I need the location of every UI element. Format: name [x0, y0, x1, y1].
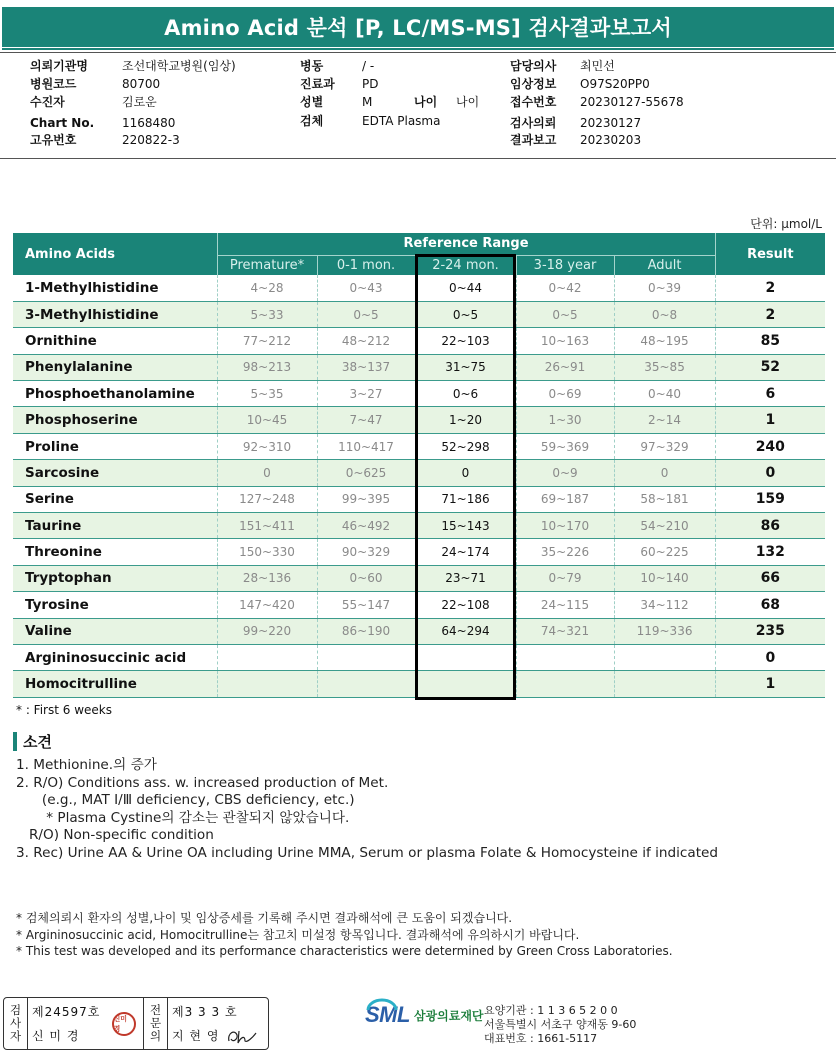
amino-name: Threonine [13, 539, 217, 565]
amino-name: Sarcosine [13, 460, 217, 486]
ward-value: / - [362, 59, 375, 73]
result-cell: 86 [715, 513, 825, 539]
amino-name: Serine [13, 486, 217, 512]
amino-name: Tryptophan [13, 565, 217, 591]
ward-label: 병동 [300, 59, 324, 73]
table-row [13, 671, 825, 697]
range-cell: 10~163 [516, 328, 614, 354]
range-cell: 55~147 [317, 592, 415, 618]
range-cell: 0~8 [614, 301, 715, 327]
range-cell: 150~330 [217, 539, 317, 565]
amino-acid-table [13, 233, 825, 698]
info-bottom-divider [0, 158, 836, 159]
range-cell [516, 644, 614, 670]
amino-name: 3-Methylhistidine [13, 301, 217, 327]
range-cell: 0~69 [516, 381, 614, 407]
range-cell: 0~9 [516, 460, 614, 486]
range-cell: 110~417 [317, 433, 415, 459]
range-cell: 0~5 [317, 301, 415, 327]
amino-name: Phosphoserine [13, 407, 217, 433]
footer-address [484, 1004, 636, 1046]
range-cell: 5~33 [217, 301, 317, 327]
table-row [13, 354, 825, 380]
range-cell: 86~190 [317, 618, 415, 644]
examiner-name: 신 미 경 [32, 1028, 80, 1043]
amino-name: 1-Methylhistidine [13, 275, 217, 301]
range-cell [415, 671, 516, 697]
note-line: * 검체의뢰시 환자의 성별,나이 및 임상증세를 기록해 주시면 결과해석에 큰 도움이 되겠습니다. [16, 911, 513, 925]
amino-name: Taurine [13, 513, 217, 539]
referring-value: 조선대학교병원(임상) [122, 59, 236, 73]
col-header-result: Result [715, 233, 825, 275]
age-label: 나이 [414, 95, 438, 109]
table-row [13, 565, 825, 591]
finding-line: R/O) Non-specific condition [16, 827, 214, 844]
range-cell: 26~91 [516, 354, 614, 380]
footer-line1: 요양기관 : 1 1 3 6 5 2 0 0 [484, 1004, 618, 1017]
range-cell: 7~47 [317, 407, 415, 433]
range-cell: 10~140 [614, 565, 715, 591]
range-cell: 99~395 [317, 486, 415, 512]
doctor-label: 담당의사 [510, 59, 557, 73]
range-cell: 0~43 [317, 275, 415, 301]
range-cell: 1~20 [415, 407, 516, 433]
range-cell: 23~71 [415, 565, 516, 591]
note-line: * Argininosuccinic acid, Homocitrulline는 참고치 미설정 항목입니다. 결과해석에 유의하시기 바랍니다. [16, 927, 580, 942]
range-cell: 54~210 [614, 513, 715, 539]
amino-name: Valine [13, 618, 217, 644]
report-value: 20230203 [580, 133, 642, 147]
range-header-3: 3-18 year [516, 255, 614, 275]
range-cell: 38~137 [317, 354, 415, 380]
range-cell: 90~329 [317, 539, 415, 565]
range-cell: 69~187 [516, 486, 614, 512]
sex-value: M [362, 95, 373, 109]
result-cell: 6 [715, 381, 825, 407]
range-cell: 59~369 [516, 433, 614, 459]
specimen-value: EDTA Plasma [362, 114, 441, 128]
range-cell: 35~226 [516, 539, 614, 565]
confirm-label: 전 문 의 [144, 998, 168, 1049]
range-cell: 10~45 [217, 407, 317, 433]
result-cell: 132 [715, 539, 825, 565]
range-header-4: Adult [614, 255, 715, 275]
amino-name: Argininosuccinic acid [13, 644, 217, 670]
table-row [13, 433, 825, 459]
finding-line: 1. Methionine.의 증가 [16, 757, 157, 773]
range-cell: 0~79 [516, 565, 614, 591]
result-cell: 0 [715, 460, 825, 486]
range-cell: 48~212 [317, 328, 415, 354]
range-cell [614, 671, 715, 697]
range-cell: 0~40 [614, 381, 715, 407]
range-cell: 0 [614, 460, 715, 486]
range-cell: 99~220 [217, 618, 317, 644]
hospital-code-value: 80700 [122, 77, 161, 91]
confirm-name: 지 현 영 [172, 1028, 220, 1043]
range-cell: 34~112 [614, 592, 715, 618]
finding-line: 3. Rec) Urine AA & Urine OA including Urine MMA, Serum or plasma Folate & Homocysteine if indicated [16, 844, 719, 861]
range-cell [415, 644, 516, 670]
report-label: 결과보고 [510, 133, 557, 147]
table-row [13, 301, 825, 327]
clinical-label: 임상정보 [510, 77, 557, 91]
range-cell: 10~170 [516, 513, 614, 539]
result-cell: 1 [715, 407, 825, 433]
range-cell: 5~35 [217, 381, 317, 407]
result-cell: 2 [715, 301, 825, 327]
range-cell [614, 644, 715, 670]
range-cell [516, 671, 614, 697]
range-cell: 0~5 [415, 301, 516, 327]
range-cell: 0~42 [516, 275, 614, 301]
range-cell: 52~298 [415, 433, 516, 459]
result-cell: 66 [715, 565, 825, 591]
range-cell: 0~5 [516, 301, 614, 327]
result-cell: 68 [715, 592, 825, 618]
range-cell: 0~625 [317, 460, 415, 486]
table-row [13, 275, 825, 301]
range-cell: 24~174 [415, 539, 516, 565]
sex-label: 성별 [300, 95, 324, 109]
result-cell: 240 [715, 433, 825, 459]
doctor-value: 최민선 [580, 59, 615, 73]
table-row [13, 513, 825, 539]
range-cell: 35~85 [614, 354, 715, 380]
findings-title: 소견 [23, 733, 52, 751]
range-cell: 92~310 [217, 433, 317, 459]
range-cell: 147~420 [217, 592, 317, 618]
range-header-0: Premature* [217, 255, 317, 275]
range-cell: 127~248 [217, 486, 317, 512]
dept-value: PD [362, 77, 379, 91]
col-header-reference: Reference Range [217, 233, 715, 255]
range-cell: 71~186 [415, 486, 516, 512]
range-cell: 151~411 [217, 513, 317, 539]
amino-name: Phosphoethanolamine [13, 381, 217, 407]
findings-text [16, 757, 718, 863]
report-title: Amino Acid 분석 [P, LC/MS-MS] 검사결과보고서 [2, 7, 834, 47]
referring-label: 의뢰기관명 [30, 59, 88, 73]
sml-logo-text: SML [365, 1002, 410, 1027]
result-cell: 0 [715, 644, 825, 670]
range-cell: 22~103 [415, 328, 516, 354]
patient-info [0, 55, 836, 155]
info-top-divider [0, 52, 836, 53]
org-name: 삼광의료재단 [413, 1008, 484, 1023]
unique-value: 220822-3 [122, 133, 180, 147]
hospital-code-label: 병원코드 [30, 77, 77, 91]
receipt-value: 20230127-55678 [580, 95, 684, 109]
chart-value: 1168480 [122, 116, 176, 130]
range-cell: 48~195 [614, 328, 715, 354]
recipient-label: 수진자 [30, 95, 65, 109]
sml-logo [365, 1002, 484, 1028]
range-cell: 31~75 [415, 354, 516, 380]
amino-name: Tyrosine [13, 592, 217, 618]
range-cell: 58~181 [614, 486, 715, 512]
table-row [13, 592, 825, 618]
amino-table-body [13, 275, 825, 697]
chart-label: Chart No. [30, 116, 95, 130]
sml-arc-icon [365, 996, 399, 1026]
examiner-label: 검 사 자 [4, 998, 28, 1049]
age-value: 나이 [456, 95, 480, 109]
range-cell: 46~492 [317, 513, 415, 539]
section-bar [13, 732, 17, 751]
recipient-value: 김로운 [122, 95, 157, 109]
range-cell: 24~115 [516, 592, 614, 618]
confirm-license: 제3 3 3 호 [172, 1004, 238, 1019]
result-cell: 1 [715, 671, 825, 697]
premature-footnote: * : First 6 weeks [16, 703, 112, 717]
unique-label: 고유번호 [30, 133, 77, 147]
request-label: 검사의뢰 [510, 116, 557, 130]
col-header-amino: Amino Acids [13, 233, 217, 275]
range-cell: 74~321 [516, 618, 614, 644]
examiner-license: 제24597호 [32, 1004, 101, 1019]
signature-scribble-icon [225, 1025, 259, 1047]
table-row [13, 486, 825, 512]
range-cell: 119~336 [614, 618, 715, 644]
request-value: 20230127 [580, 116, 642, 130]
range-cell: 1~30 [516, 407, 614, 433]
range-cell: 15~143 [415, 513, 516, 539]
finding-line: * Plasma Cystine의 감소는 관찰되지 않았습니다. [16, 809, 350, 826]
note-line: * This test was developed and its performance characteristics were determined by Green Cross Laboratories. [16, 944, 673, 959]
amino-name: Phenylalanine [13, 354, 217, 380]
range-header-1: 0-1 mon. [317, 255, 415, 275]
finding-line: 2. R/O) Conditions ass. w. increased production of Met. [16, 774, 389, 791]
finding-line: (e.g., MAT Ⅰ/Ⅲ deficiency, CBS deficiency, etc.) [16, 792, 355, 809]
result-cell: 2 [715, 275, 825, 301]
result-cell: 85 [715, 328, 825, 354]
footer-line3: 대표번호 : 1661-5117 [484, 1032, 598, 1045]
receipt-label: 접수번호 [510, 95, 557, 109]
range-cell: 0 [415, 460, 516, 486]
stamp-seal-icon: 신미경 [112, 1012, 136, 1036]
range-cell: 22~108 [415, 592, 516, 618]
table-row [13, 618, 825, 644]
result-cell: 159 [715, 486, 825, 512]
table-row [13, 539, 825, 565]
range-cell: 64~294 [415, 618, 516, 644]
range-cell: 98~213 [217, 354, 317, 380]
examiner-stamp [104, 998, 144, 1049]
range-cell: 77~212 [217, 328, 317, 354]
range-header-2: 2-24 mon. [415, 255, 516, 275]
table-row [13, 381, 825, 407]
findings-section-header [13, 732, 52, 751]
specimen-label: 검체 [300, 114, 324, 128]
table-row [13, 460, 825, 486]
range-cell: 3~27 [317, 381, 415, 407]
table-row [13, 644, 825, 670]
range-cell: 4~28 [217, 275, 317, 301]
footer-line2: 서울특별시 서초구 양재동 9-60 [484, 1018, 637, 1031]
amino-name: Homocitrulline [13, 671, 217, 697]
unit-label: 단위: μmol/L [750, 217, 822, 231]
signature-box [3, 997, 269, 1050]
footer-notes [16, 910, 673, 960]
range-cell [317, 644, 415, 670]
range-cell: 28~136 [217, 565, 317, 591]
result-cell: 52 [715, 354, 825, 380]
clinical-value: O97S20PP0 [580, 77, 650, 91]
range-cell: 0~44 [415, 275, 516, 301]
range-cell [217, 671, 317, 697]
table-row [13, 407, 825, 433]
range-cell: 2~14 [614, 407, 715, 433]
range-cell: 0 [217, 460, 317, 486]
range-cell: 0~60 [317, 565, 415, 591]
range-cell: 60~225 [614, 539, 715, 565]
result-cell: 235 [715, 618, 825, 644]
range-cell: 97~329 [614, 433, 715, 459]
amino-name: Proline [13, 433, 217, 459]
dept-label: 진료과 [300, 77, 335, 91]
range-cell [217, 644, 317, 670]
table-row [13, 328, 825, 354]
range-cell: 0~6 [415, 381, 516, 407]
range-cell [317, 671, 415, 697]
amino-name: Ornithine [13, 328, 217, 354]
range-cell: 0~39 [614, 275, 715, 301]
